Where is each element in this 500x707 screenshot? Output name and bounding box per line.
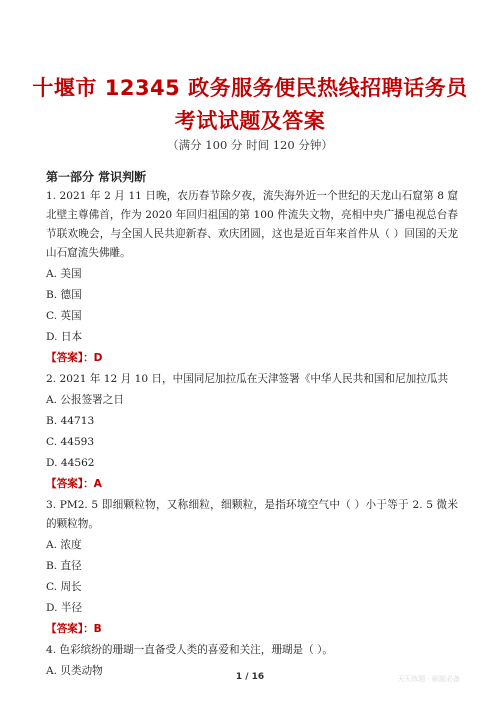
section-heading: 第一部分 常识判断 <box>46 170 147 184</box>
option-c: C. 英国 <box>46 310 82 322</box>
answer: 【答案】：A <box>46 478 102 490</box>
question-1 <box>46 187 458 366</box>
option-b: B. 44713 <box>46 415 95 427</box>
answer: 【答案】：B <box>46 623 102 635</box>
option-d: D. 半径 <box>46 602 83 614</box>
option-a: A. 浓度 <box>46 539 82 551</box>
question-text: 2. 2021 年 12 月 10 日，中国同尼加拉瓜在天津签署《中华人民共和国和尼加拉瓜共 <box>46 373 449 385</box>
option-a: A. 美国 <box>46 268 82 280</box>
page-number: 1 / 16 <box>235 672 265 682</box>
option-c: C. 44593 <box>46 436 95 448</box>
option-b: B. 直径 <box>46 560 82 572</box>
exam-info: （满分 100 分 时间 120 分钟） <box>167 138 333 152</box>
option-c: C. 周长 <box>46 581 82 593</box>
question-text: 3. PM2. 5 即细颗粒物，又称细粒，细颗粒，是指环境空气中（ ）小于等于 2. 5 微米的颗粒物。 <box>46 499 458 530</box>
question-2 <box>46 370 458 492</box>
option-d: D. 44562 <box>46 457 95 469</box>
question-text: 4. 色彩缤纷的珊瑚一直备受人类的喜爱和关注，珊瑚是（ ）。 <box>46 644 333 656</box>
document-title: 十堰市 12345 政务服务便民热线招聘话务员考试试题及答案 <box>32 76 468 133</box>
option-a: A. 公报签署之日 <box>46 394 124 406</box>
question-list <box>46 187 458 684</box>
option-d: D. 日本 <box>46 331 83 343</box>
watermark: 天天练题 · 刷题必备 <box>397 675 460 683</box>
question-3 <box>46 496 458 637</box>
question-text: 1. 2021 年 2 月 11 日晚，农历春节除夕夜，流失海外近一个世纪的天龙山石窟第 8 窟北壁主尊佛首，作为 2020 年回归祖国的第 100 件流失文物，亮相中央广播电视总台春节联欢晚会，与全国人民共迎新春、欢庆团圆，这也是近百年来首件从（ ）回国的天龙山石窟流失佛雕。 <box>46 190 458 259</box>
answer: 【答案】：D <box>46 352 103 364</box>
option-a: A. 贝类动物 <box>46 665 103 677</box>
option-b: B. 德国 <box>46 289 82 301</box>
